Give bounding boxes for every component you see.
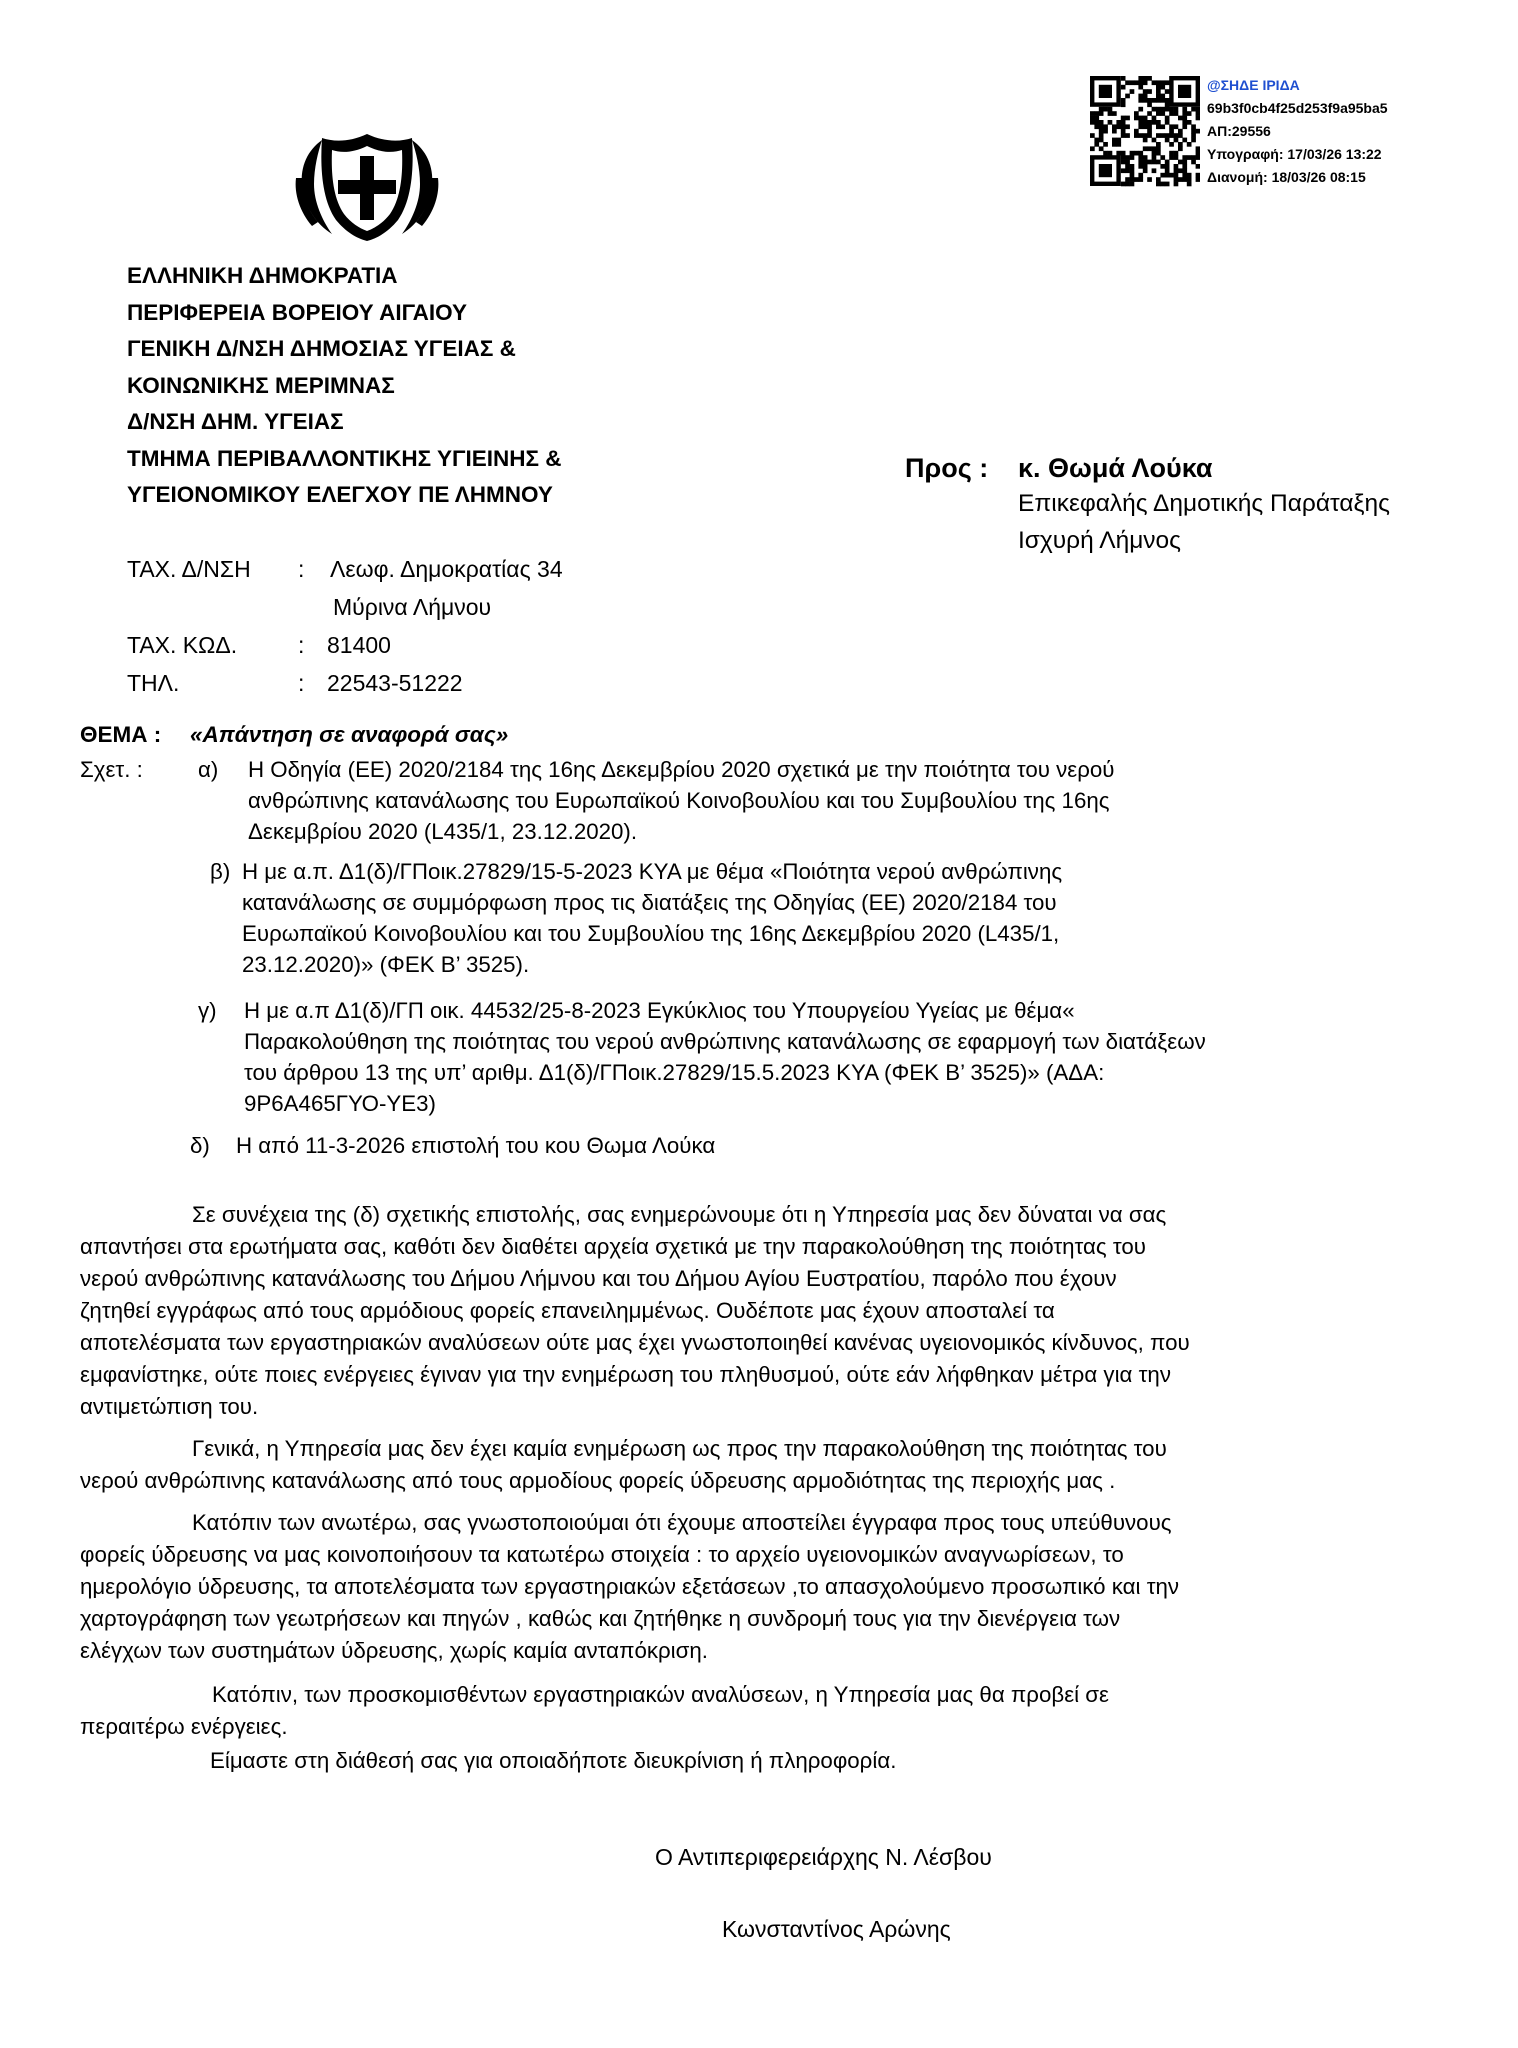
reference-line: του άρθρου 13 της υπ’ αριθμ. Δ1(δ)/ΓΠοικ.27829/15.5.2023 ΚΥΑ (ΦΕΚ Β’ 3525)» (ΑΔΑ: — [244, 1060, 1105, 1085]
city-value: Μύρινα Λήμνου — [333, 594, 492, 620]
body-line: φορείς ύδρευσης να μας κοινοποιήσουν τα κατωτέρω στοιχεία : το αρχείο υγειονομικών αναγνωρίσεων, το — [80, 1542, 1124, 1567]
body-line: απαντήσει στα ερωτήματα σας, καθότι δεν διαθέτει αρχεία σχετικά με την παρακολούθηση της ποιότητας του — [80, 1234, 1146, 1259]
street-label: ΤΑΧ. Δ/ΝΣΗ — [127, 556, 251, 582]
letterhead — [127, 258, 562, 514]
greek-emblem-icon — [292, 128, 442, 244]
reference-line: Παρακολούθηση της ποιότητας του νερού ανθρώπινης κατανάλωσης σε εφαρμογή των διατάξεων — [244, 1029, 1206, 1054]
recipient-name: κ. Θωμά Λούκα — [1018, 453, 1213, 483]
body-line: ζητηθεί εγγράφως από τους αρμόδιους φορείς επανειλημμένως. Ουδέποτε μας έχουν αποσταλεί τα — [80, 1298, 1055, 1323]
reference-line: κατανάλωσης σε συμμόρφωση προς τις διατάξεις της Οδηγίας (ΕΕ) 2020/2184 του — [242, 890, 1057, 915]
reference-marker: δ) — [190, 1133, 210, 1158]
irida-protocol: ΑΠ:29556 — [1207, 123, 1271, 139]
street-value: Λεωφ. Δημοκρατίας 34 — [330, 556, 563, 582]
body-line: Κατόπιν των ανωτέρω, σας γνωστοποιούμαι ότι έχουμε αποστείλει έγγραφα προς τους υπεύθυνους — [192, 1510, 1172, 1535]
body-line: εμφανίστηκε, ούτε ποιες ενέργειες έγιναν για την ενημέρωση του πληθυσμού, ούτε εάν λήφθηκαν μέτρα για την — [80, 1362, 1171, 1387]
irida-signed: Υπογραφή: 17/03/26 13:22 — [1207, 146, 1382, 162]
recipient-label: Προς : — [905, 453, 989, 483]
reference-line: 23.12.2020)» (ΦΕΚ Β’ 3525). — [242, 952, 530, 977]
irida-stamp — [1207, 74, 1388, 189]
irida-hash: 69b3f0cb4f25d253f9a95ba5 — [1207, 100, 1388, 116]
body-line: περαιτέρω ενέργειες. — [80, 1714, 288, 1739]
irida-system: @ΣΗΔΕ ΙΡΙΔΑ — [1207, 77, 1300, 93]
reference-marker: β) — [210, 859, 231, 884]
qr-code-icon — [1090, 76, 1200, 188]
signatory-name: Κωνσταντίνος Αρώνης — [722, 1916, 951, 1942]
zip-label: ΤΑΧ. ΚΩΔ. — [127, 632, 238, 658]
body-line: Είμαστε στη διάθεσή σας για οποιαδήποτε διευκρίνιση ή πληροφορία. — [210, 1748, 897, 1773]
reference-line: Η με α.π. Δ1(δ)/ΓΠοικ.27829/15-5-2023 ΚΥΑ με θέμα «Ποιότητα νερού ανθρώπινης — [242, 859, 1063, 884]
body-line: αντιμετώπιση του. — [80, 1394, 259, 1419]
reference-line: ανθρώπινης κατανάλωσης του Ευρωπαϊκού Κοινοβουλίου και του Συμβουλίου της 16ης — [248, 788, 1110, 813]
reference-line: Ευρωπαϊκού Κοινοβουλίου και του Συμβουλίου της 16ης Δεκεμβρίου 2020 (L435/1, — [242, 921, 1060, 946]
header-line: ΠΕΡΙΦΕΡΕΙΑ ΒΟΡΕΙΟΥ ΑΙΓΑΙΟΥ — [127, 299, 468, 325]
body-line: Κατόπιν, των προσκομισθέντων εργαστηριακών αναλύσεων, η Υπηρεσία μας θα προβεί σε — [212, 1682, 1109, 1707]
address-colon: : — [298, 670, 305, 696]
body-line: Σε συνέχεια της (δ) σχετικής επιστολής, σας ενημερώνουμε ότι η Υπηρεσία μας δεν δύναται να σας — [192, 1202, 1167, 1227]
body-line: χαρτογράφηση των γεωτρήσεων και πηγών , καθώς και ζητήθηκε η συνδρομή τους για την διενέργεια των — [80, 1606, 1121, 1631]
address-colon: : — [298, 632, 305, 658]
header-line: ΥΓΕΙΟΝΟΜΙΚΟΥ ΕΛΕΓΧΟΥ ΠΕ ΛΗΜΝΟΥ — [127, 482, 553, 507]
reference-line: Η με α.π Δ1(δ)/ΓΠ οικ. 44532/25-8-2023 Εγκύκλιος του Υπουργείου Υγείας με θέμα« — [244, 998, 1075, 1023]
recipient-line: Ισχυρή Λήμνος — [1018, 527, 1181, 554]
body-line: νερού ανθρώπινης κατανάλωσης του Δήμου Λήμνου και του Δήμου Αγίου Ευστρατίου, παρόλο που έχουν — [80, 1266, 1117, 1291]
references-label: Σχετ. : — [80, 757, 143, 782]
header-line: ΤΜΗΜΑ ΠΕΡΙΒΑΛΛΟΝΤΙΚΗΣ ΥΓΙΕΙΝΗΣ & — [127, 445, 562, 471]
header-line: ΓΕΝΙΚΗ Δ/ΝΣΗ ΔΗΜΟΣΙΑΣ ΥΓΕΙΑΣ & — [127, 336, 516, 361]
reference-line: 9Ρ6Α465ΓΥΟ-ΥΕ3) — [244, 1091, 436, 1116]
subject-label: ΘΕΜΑ : — [80, 722, 162, 747]
reference-line: Η Οδηγία (ΕΕ) 2020/2184 της 16ης Δεκεμβρίου 2020 σχετικά με την ποιότητα του νερού — [248, 757, 1115, 782]
body-line: ελέγχων των συστημάτων ύδρευσης, χωρίς καμία ανταπόκριση. — [80, 1638, 708, 1663]
reference-marker: α) — [198, 757, 219, 782]
phone-value: 22543-51222 — [327, 670, 463, 696]
phone-label: ΤΗΛ. — [127, 670, 180, 696]
signatory-title: Ο Αντιπεριφερειάρχης Ν. Λέσβου — [655, 1844, 992, 1870]
zip-value: 81400 — [327, 632, 391, 658]
recipient-line: Επικεφαλής Δημοτικής Παράταξης — [1018, 490, 1390, 517]
subject-value: «Απάντηση σε αναφορά σας» — [190, 722, 509, 747]
reference-line: Δεκεμβρίου 2020 (L435/1, 23.12.2020). — [248, 819, 638, 844]
body-line: ημερολόγιο ύδρευσης, τα αποτελέσματα των εργαστηριακών εξετάσεων ,το απασχολούμενο προσωπικό και την — [80, 1574, 1180, 1599]
header-line: Δ/ΝΣΗ ΔΗΜ. ΥΓΕΙΑΣ — [127, 409, 344, 434]
reference-marker: γ) — [198, 998, 217, 1023]
irida-distributed: Διανομή: 18/03/26 08:15 — [1207, 169, 1366, 185]
header-line: ΕΛΛΗΝΙΚΗ ΔΗΜΟΚΡΑΤΙΑ — [127, 263, 398, 288]
body-line: νερού ανθρώπινης κατανάλωσης από τους αρμοδίους φορείς ύδρευσης αρμοδιότητας της περιοχής μας . — [80, 1468, 1116, 1493]
header-line: ΚΟΙΝΩΝΙΚΗΣ ΜΕΡΙΜΝΑΣ — [127, 372, 395, 398]
address-colon: : — [298, 556, 305, 582]
body-line: Γενικά, η Υπηρεσία μας δεν έχει καμία ενημέρωση ως προς την παρακολούθηση της ποιότητας του — [192, 1436, 1167, 1461]
body-line: αποτελέσματα των εργαστηριακών αναλύσεων ούτε μας έχει γνωστοποιηθεί κανένας υγειονομικός κίνδυνος, που — [80, 1330, 1190, 1355]
reference-line: Η από 11-3-2026 επιστολή του κου Θωμα Λούκα — [236, 1133, 716, 1158]
